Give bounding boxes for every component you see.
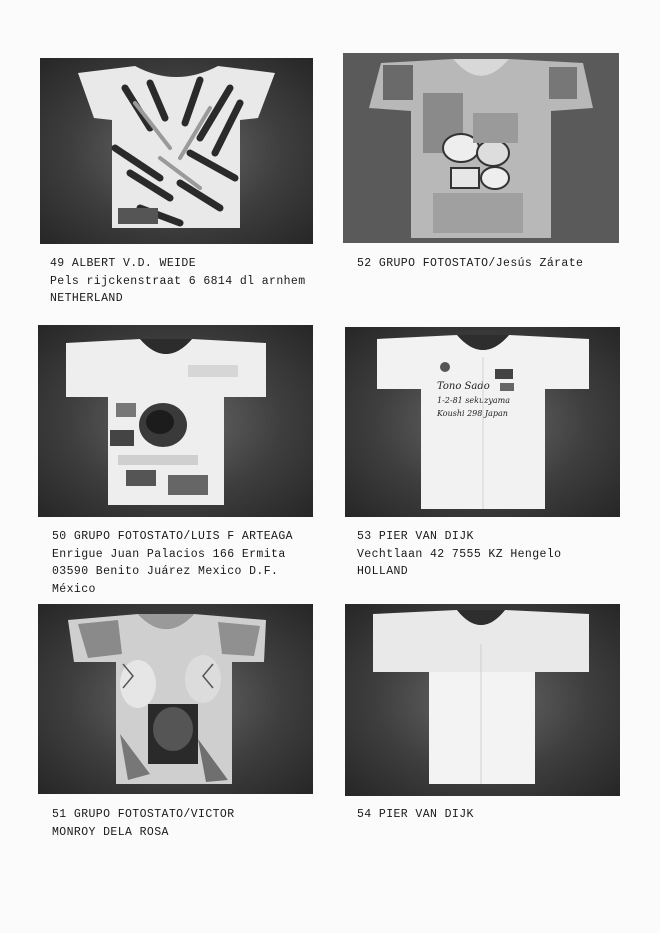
photo-entry-49 xyxy=(40,58,313,244)
photo-entry-50 xyxy=(38,325,313,517)
caption-entry-49 xyxy=(50,255,306,308)
caption-entry-54 xyxy=(357,806,474,824)
photo-entry-51 xyxy=(38,604,313,794)
handwriting-line-2: 1-2-81 sekuzyama xyxy=(437,396,511,405)
tshirt-hands-illustration xyxy=(40,58,313,244)
tshirt-collage-illustration xyxy=(343,53,619,243)
caption-line: 50 GRUPO FOTOSTATO/LUIS F ARTEAGA xyxy=(52,530,293,543)
caption-line: 53 PIER VAN DIJK xyxy=(357,530,474,543)
caption-entry-52 xyxy=(357,255,583,273)
tshirt-handwriting-illustration xyxy=(345,327,620,517)
caption-line: MONROY DELA ROSA xyxy=(52,825,169,839)
caption-entry-53 xyxy=(357,528,561,581)
tshirt-plain-illustration xyxy=(345,604,620,796)
caption-line: México xyxy=(52,582,96,596)
caption-line: 49 ALBERT V.D. WEIDE xyxy=(50,257,197,270)
handwriting-line-3: Koushi 298 Japan xyxy=(437,409,508,418)
caption-line: 51 GRUPO FOTOSTATO/VICTOR xyxy=(52,808,235,821)
photo-entry-52 xyxy=(343,53,619,243)
caption-line: NETHERLAND xyxy=(50,292,124,305)
tshirt-stamps-illustration xyxy=(38,325,313,517)
handwriting-line-1: Tono Sado xyxy=(437,381,490,392)
caption-line: Vechtlaan 42 7555 KZ Hengelo xyxy=(357,547,562,561)
caption-line: 03590 Benito Juárez Mexico D.F. xyxy=(52,565,279,578)
caption-line: HOLLAND xyxy=(357,565,409,578)
tshirt-faces-illustration xyxy=(38,604,313,794)
caption-line: 54 PIER VAN DIJK xyxy=(357,808,474,821)
caption-entry-51 xyxy=(52,806,235,841)
caption-line: 52 GRUPO FOTOSTATO/Jesús Zárate xyxy=(357,257,584,270)
caption-line: Pels rijckenstraat 6 6814 dl arnhem xyxy=(50,274,306,288)
caption-entry-50 xyxy=(52,528,293,598)
photo-entry-53 xyxy=(345,327,620,517)
photo-entry-54 xyxy=(345,604,620,796)
caption-line: Enrigue Juan Palacios 166 Ermita xyxy=(52,547,286,561)
